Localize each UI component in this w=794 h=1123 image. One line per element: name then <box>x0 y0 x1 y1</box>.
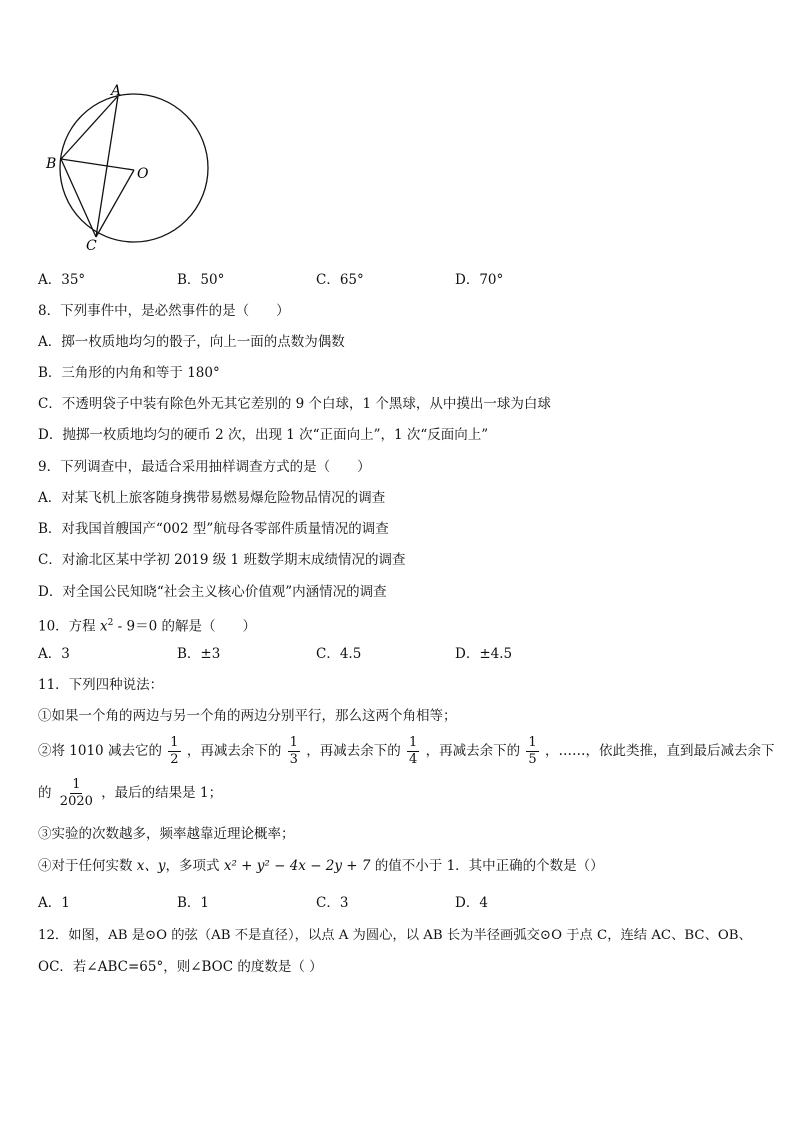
q10-stem-pre: 10．方程 <box>38 618 100 635</box>
q10-var: x <box>99 618 108 635</box>
q10-option-b: B．±3 <box>177 646 221 662</box>
q9-option-a: A．对某飞机上旅客随身携带易燃易爆危险物品情况的调查 <box>38 490 386 506</box>
q11-s4-vars: x、y <box>136 858 166 874</box>
q11-s2-mid3: ，再减去余下的 <box>425 743 521 759</box>
q11-statement-2 <box>38 734 774 768</box>
q10-stem <box>38 613 256 637</box>
q9-stem: 9．下列调查中，最适合采用抽样调查方式的是（ ） <box>38 459 371 475</box>
q7-option-c: C．65° <box>316 272 364 288</box>
q11-s2b-post: ，最后的结果是 1； <box>101 785 223 801</box>
q11-s2b-pre: 的 <box>38 785 52 801</box>
q10-exp: 2 <box>107 618 114 628</box>
q10-option-d: D．±4.5 <box>455 646 513 662</box>
q11-s4-pre: ④对于任何实数 <box>38 858 137 874</box>
q9-option-c: C．对渝北区某中学初 2019 级 1 班数学期末成绩情况的调查 <box>38 552 406 568</box>
q10-stem-post: - 9＝0 的解是（ ） <box>113 618 256 635</box>
label-o: O <box>137 166 149 182</box>
q11-s2-mid2: ，再减去余下的 <box>306 743 401 759</box>
label-a: A <box>111 83 122 99</box>
q11-option-c: C．3 <box>316 895 349 911</box>
q11-option-b: B．1 <box>177 895 210 911</box>
q8-option-a: A．掷一枚质地均匀的骰子，向上一面的点数为偶数 <box>38 334 345 350</box>
q10-option-c: C．4.5 <box>316 646 362 662</box>
fraction-1-2020: $\frac{1}{2020}$ <box>59 777 93 809</box>
q9-option-d: D．对全国公民知晓“社会主义核心价值观”内涵情况的调查 <box>38 584 387 600</box>
q11-statement-4 <box>38 856 604 876</box>
q11-s4-poly: x² + y² − 4x − 2y + 7 <box>223 858 371 874</box>
q11-s2-mid1: ，再减去余下的 <box>186 743 282 759</box>
q11-s2-pre: ②将 1010 减去它的 <box>38 743 162 759</box>
q11-s4-post: 的值不小于 1．其中正确的个数是（） <box>370 858 604 874</box>
q11-option-d: D．4 <box>455 895 488 911</box>
q9-option-b: B．对我国首艘国产“002 型”航母各零部件质量情况的调查 <box>38 521 389 537</box>
q8-stem: 8．下列事件中，是必然事件的是（ ） <box>38 303 290 319</box>
label-c: C <box>86 238 97 254</box>
q8-option-d: D．抛掷一枚质地均匀的硬币 2 次，出现 1 次“正面向上”，1 次“反面向上” <box>38 427 489 443</box>
q11-statement-1: ①如果一个角的两边与另一个角的两边分别平行，那么这两个角相等； <box>38 708 457 724</box>
segment-bo <box>61 159 134 170</box>
q7-option-a: A．35° <box>38 272 86 288</box>
q8-option-b: B．三角形的内角和等于 180° <box>38 365 220 381</box>
q11-s4-mid: ，多项式 <box>165 858 224 874</box>
q11-stem: 11．下列四种说法： <box>38 677 164 693</box>
fraction-1-4: $\frac{1}{4}$ <box>409 735 418 767</box>
q11-statement-2-cont <box>38 776 222 810</box>
circle-o <box>60 94 208 242</box>
fraction-1-3: $\frac{1}{3}$ <box>289 735 298 767</box>
fraction-1-5: $\frac{1}{5}$ <box>528 735 537 767</box>
q11-statement-3: ③实验的次数越多，频率越靠近理论概率； <box>38 826 295 842</box>
q11-option-a: A．1 <box>38 895 70 911</box>
q7-option-d: D．70° <box>455 272 504 288</box>
label-b: B <box>46 156 57 172</box>
q7-option-b: B．50° <box>177 272 225 288</box>
q12-stem-line-1: 12．如图，AB 是⊙O 的弦（AB 不是直径），以点 A 为圆心，以 AB 长为半径画弧交⊙O 于点 C，连结 AC、BC、OB、 <box>38 928 752 943</box>
q12-stem-line-2: OC．若∠ABC=65°，则∠BOC 的度数是（ ） <box>38 959 323 975</box>
fraction-1-2: $\frac{1}{2}$ <box>170 735 179 767</box>
q8-option-c: C．不透明袋子中装有除色外无其它差别的 9 个白球，1 个黑球，从中摸出一球为白球 <box>38 396 551 412</box>
circle-figure <box>44 80 224 255</box>
q11-s2-post: ，……，依此类推，直到最后减去余下 <box>544 743 775 759</box>
q10-option-a: A．3 <box>38 646 70 662</box>
